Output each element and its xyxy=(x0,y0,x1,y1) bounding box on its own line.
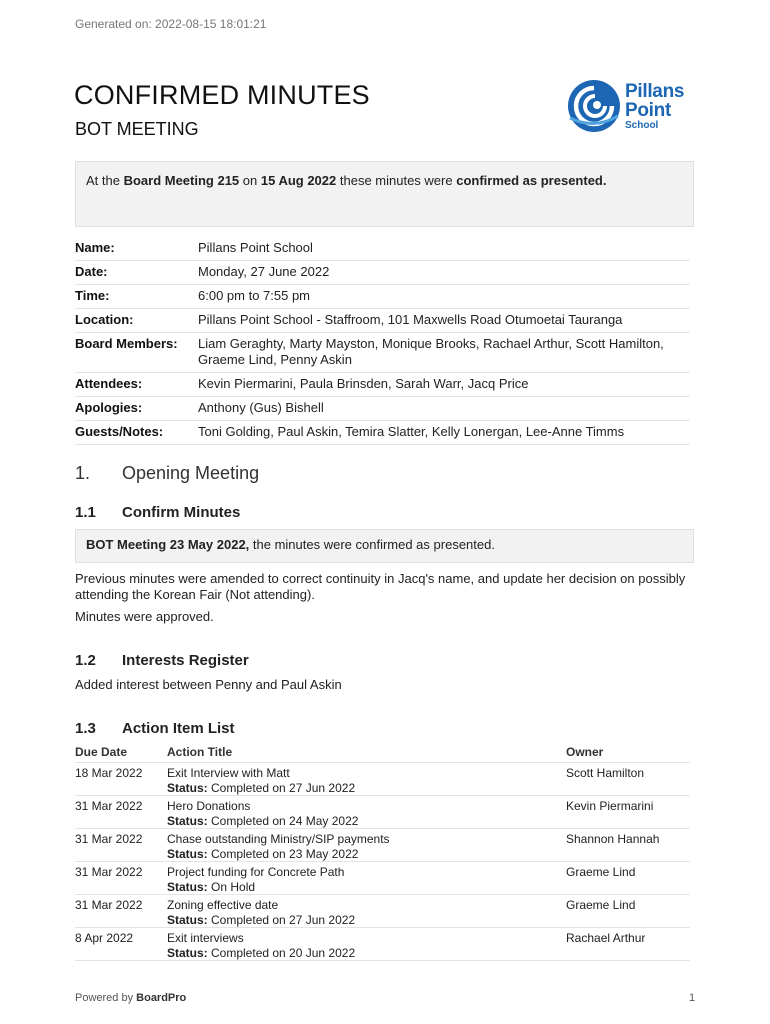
status-value: Completed on 23 May 2022 xyxy=(207,847,359,861)
generated-timestamp: Generated on: 2022-08-15 18:01:21 xyxy=(75,17,267,31)
action-title: Chase outstanding Ministry/SIP payments xyxy=(167,832,390,846)
action-cell xyxy=(167,898,566,925)
subsection-number: 1.3 xyxy=(75,720,96,737)
confirm-date: 15 Aug 2022 xyxy=(260,173,337,188)
confirm-text: these minutes were xyxy=(336,173,457,188)
subsection-title: Interests Register xyxy=(122,652,249,669)
info-label: Board Members: xyxy=(75,336,178,351)
info-label: Date: xyxy=(75,264,108,279)
info-label: Location: xyxy=(75,312,134,327)
subsection-heading-confirm-minutes xyxy=(75,504,240,521)
action-title: Hero Donations xyxy=(167,799,251,813)
info-row-name xyxy=(75,237,690,261)
info-value: Kevin Piermarini, Paula Brinsden, Sarah Warr, Jacq Price xyxy=(198,376,529,391)
action-cell xyxy=(167,832,566,859)
header-action-title: Action Title xyxy=(167,745,233,759)
table-row xyxy=(75,762,690,795)
status-value: On Hold xyxy=(207,880,256,894)
status-label: Status: xyxy=(167,946,208,960)
status-label: Status: xyxy=(167,913,208,927)
status-label: Status: xyxy=(167,781,208,795)
owner: Graeme Lind xyxy=(566,865,636,879)
info-row-date xyxy=(75,261,690,285)
info-value: Pillans Point School xyxy=(198,240,313,255)
owner: Rachael Arthur xyxy=(566,931,646,945)
confirm-text: At the xyxy=(86,173,124,188)
table-row xyxy=(75,795,690,828)
owner: Kevin Piermarini xyxy=(566,799,654,813)
info-value: 6:00 pm to 7:55 pm xyxy=(198,288,311,303)
info-value: Anthony (Gus) Bishell xyxy=(198,400,324,415)
table-row xyxy=(75,861,690,894)
status-value: Completed on 27 Jun 2022 xyxy=(207,913,356,927)
info-value: Monday, 27 June 2022 xyxy=(198,264,330,279)
action-cell xyxy=(167,799,566,826)
subsection-title: Confirm Minutes xyxy=(122,504,241,521)
subsection-heading-actions xyxy=(75,720,235,737)
subsection-number: 1.2 xyxy=(75,652,96,669)
table-row xyxy=(75,828,690,861)
status-label: Status: xyxy=(167,880,208,894)
action-item-table xyxy=(75,745,690,961)
action-title: Exit Interview with Matt xyxy=(167,766,290,780)
table-row xyxy=(75,894,690,927)
info-value: Toni Golding, Paul Askin, Temira Slatter, Kelly Lonergan, Lee-Anne Timms xyxy=(198,424,625,439)
footer-powered-by xyxy=(75,992,186,1004)
section-number: 1. xyxy=(75,463,91,483)
due-date: 8 Apr 2022 xyxy=(75,931,134,945)
info-row-board-members xyxy=(75,333,690,373)
table-header xyxy=(75,745,690,762)
meeting-info-table xyxy=(75,237,690,445)
paragraph-interests: Added interest between Penny and Paul Askin xyxy=(75,677,342,692)
action-cell xyxy=(167,931,566,958)
brand-name: BoardPro xyxy=(136,992,187,1004)
confirmation-box xyxy=(75,161,694,227)
confirm-meeting: Board Meeting 215 xyxy=(123,173,240,188)
action-title: Project funding for Concrete Path xyxy=(167,865,345,879)
subsection-number: 1.1 xyxy=(75,504,96,521)
due-date: 31 Mar 2022 xyxy=(75,898,143,912)
status-value: Completed on 24 May 2022 xyxy=(207,814,359,828)
header-due-date: Due Date xyxy=(75,745,128,759)
confirm-status: confirmed as presented. xyxy=(456,173,607,188)
info-row-apologies xyxy=(75,397,690,421)
info-label: Name: xyxy=(75,240,115,255)
page-number: 1 xyxy=(689,992,696,1004)
due-date: 31 Mar 2022 xyxy=(75,865,143,879)
box-text: the minutes were confirmed as presented. xyxy=(249,537,495,552)
logo-line1: Pillans xyxy=(625,81,685,102)
action-title: Zoning effective date xyxy=(167,898,279,912)
table-row xyxy=(75,927,690,961)
paragraph-amendments: Previous minutes were amended to correct continuity in Jacq's name, and update her decision on possibly attending the Korean Fair (Not attending). xyxy=(75,571,686,602)
box-bold-text: BOT Meeting 23 May 2022, xyxy=(86,537,250,552)
info-value: Pillans Point School - Staffroom, 101 Maxwells Road Otumoetai Tauranga xyxy=(198,312,623,327)
action-title: Exit interviews xyxy=(167,931,244,945)
info-value: Liam Geraghty, Marty Mayston, Monique Brooks, Rachael Arthur, Scott Hamilton, Graeme Lind, Penny Askin xyxy=(198,336,664,367)
action-cell xyxy=(167,766,566,793)
subsection-title: Action Item List xyxy=(122,720,235,737)
owner: Shannon Hannah xyxy=(566,832,660,846)
powered-text: Powered by xyxy=(75,992,137,1004)
info-row-attendees xyxy=(75,373,690,397)
owner: Graeme Lind xyxy=(566,898,636,912)
owner: Scott Hamilton xyxy=(566,766,645,780)
status-label: Status: xyxy=(167,814,208,828)
info-label: Apologies: xyxy=(75,400,143,415)
subsection-heading-interests xyxy=(75,652,249,669)
page-subtitle: BOT MEETING xyxy=(75,119,199,139)
status-value: Completed on 20 Jun 2022 xyxy=(207,946,356,960)
due-date: 31 Mar 2022 xyxy=(75,832,143,846)
action-cell xyxy=(167,865,566,892)
info-row-location xyxy=(75,309,690,333)
swirl-icon xyxy=(566,78,622,134)
section-title: Opening Meeting xyxy=(122,463,260,483)
paragraph-approved: Minutes were approved. xyxy=(75,609,214,624)
info-row-time xyxy=(75,285,690,309)
status-value: Completed on 27 Jun 2022 xyxy=(207,781,356,795)
info-label: Guests/Notes: xyxy=(75,424,164,439)
info-label: Attendees: xyxy=(75,376,143,391)
logo-line3: School xyxy=(625,120,659,131)
logo-line2: Point xyxy=(625,100,671,121)
info-label: Time: xyxy=(75,288,110,303)
page-title: CONFIRMED MINUTES xyxy=(74,80,370,110)
header-owner: Owner xyxy=(566,745,604,759)
section-heading-opening xyxy=(75,463,259,484)
minutes-confirmation-box xyxy=(75,529,694,563)
due-date: 18 Mar 2022 xyxy=(75,766,143,780)
confirm-text: on xyxy=(239,173,261,188)
info-row-guests xyxy=(75,421,690,445)
due-date: 31 Mar 2022 xyxy=(75,799,143,813)
school-logo xyxy=(566,78,696,134)
status-label: Status: xyxy=(167,847,208,861)
logo-text xyxy=(625,82,684,131)
